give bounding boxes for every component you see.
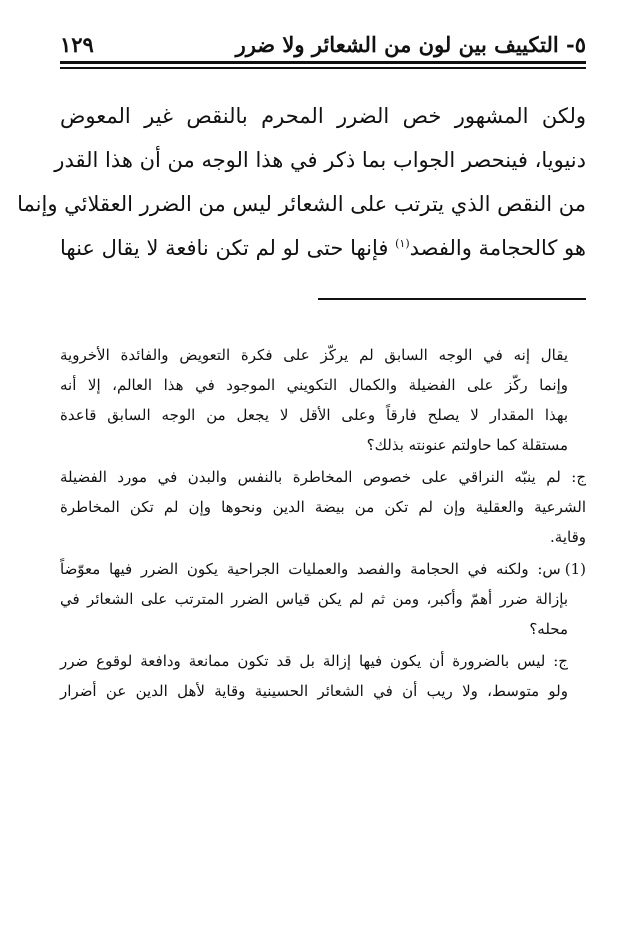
main-line-4 [60, 226, 586, 270]
footnote-line: بإزالة ضرر أهمّ وأكبر، ومن ثم لم يكن قياس الضرر المترتب على الشعائر في [60, 590, 568, 608]
footnote-line: بهذا المقدار لا يصلح فارقاً وعلى الأقل لا يجعل من الوجه السابق قاعدة [60, 406, 568, 424]
footnote-paragraph-2 [60, 462, 586, 552]
footnote-line-text: س: ولكنه في الحجامة والفصد والعمليات الجراحية يكون الضرر فيها معوّضاً [60, 560, 561, 578]
footnote-number: (1) [564, 560, 586, 578]
footnote-paragraph-1 [60, 340, 586, 460]
footnote-line: ج: لم ينبّه النراقي على خصوص المخاطرة بالنفس والبدن في مورد الفضيلة [60, 468, 586, 486]
running-header [60, 30, 586, 64]
main-line-3: من النقص الذي يترتب على الشعائر ليس من الضرر العقلائي وإنما [17, 192, 586, 216]
footnote-reference: (١) [395, 237, 410, 250]
footnote-line: وقاية. [550, 528, 586, 546]
main-line-4-start: هو كالحجامة والفصد [409, 236, 586, 260]
footnote-line [60, 554, 586, 584]
footnote-line: ولو متوسط، ولا ريب أن في الشعائر الحسينية وقاية لأهل الدين عن أضرار [60, 682, 568, 700]
header-rule-thick [60, 61, 586, 64]
footnote-line: مستقلة كما حاولتم عنونته بذلك؟ [366, 436, 568, 454]
footnote-line: وإنما ركّز على الفضيلة والكمال التكويني الموجود في هذا العالم، إلا أنه [60, 376, 568, 394]
footnote-line: ج: ليس بالضرورة أن يكون فيها إزالة بل قد تكون ممانعة ودافعة لوقوع ضرر [60, 652, 568, 670]
page-number: ١٢٩ [60, 32, 94, 57]
main-line-1: ولكن المشهور خص الضرر المحرم بالنقص غير المعوض [60, 104, 586, 128]
footnote-line: محله؟ [529, 620, 568, 638]
footnote-separator [318, 298, 586, 300]
footnotes [60, 340, 586, 708]
footnote-paragraph-3 [60, 554, 586, 644]
footnote-paragraph-4 [60, 646, 586, 706]
main-line-2: دنيويا، فينحصر الجواب بما ذكر في هذا الوجه من أن هذا القدر [54, 148, 586, 172]
header-rule-thin [60, 67, 586, 69]
footnote-line: الشرعية والعقلية وإن لم تكن من بيضة الدين ونحوها وإن لم تكن المخاطرة [60, 498, 586, 516]
main-text [17, 94, 586, 270]
main-line-4-end: فإنها حتى لو لم تكن نافعة لا يقال عنها [60, 236, 389, 260]
footnote-line: يقال إنه في الوجه السابق لم يركّز على فكرة التعويض والفائدة الأخروية [60, 346, 568, 364]
chapter-title: ٥- التكييف بين لون من الشعائر ولا ضرر [235, 32, 586, 57]
